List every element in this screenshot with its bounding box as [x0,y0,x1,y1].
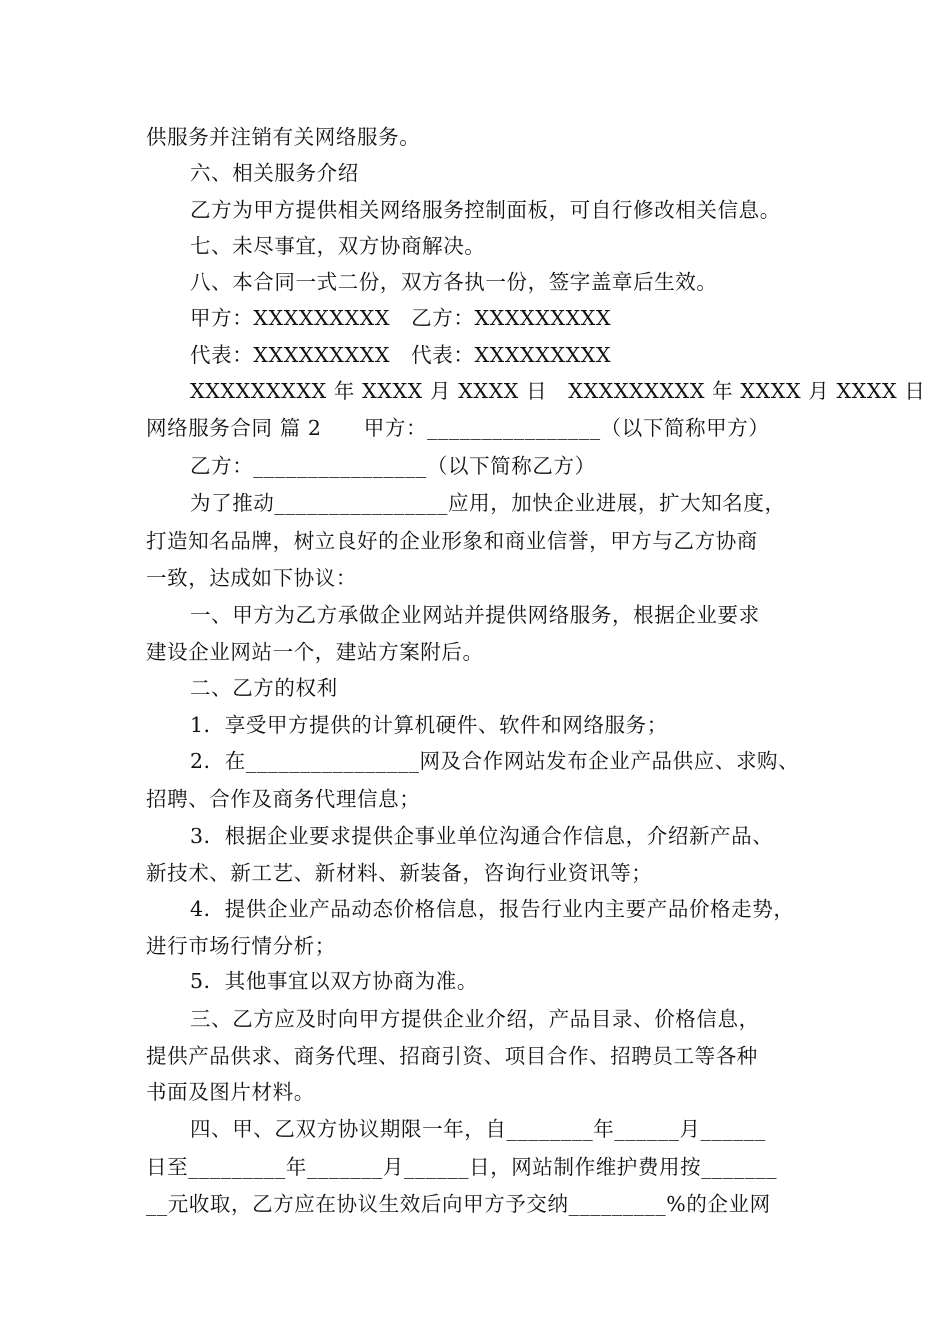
signature-parties: 甲方：XXXXXXXXX 乙方：XXXXXXXXX [190,306,612,330]
section-heading: 七、未尽事宜，双方协商解决。 [190,234,486,258]
paragraph-line: 供服务并注销有关网络服务。 [146,125,421,149]
section-heading: 八、本合同一式二份，双方各执一份，签字盖章后生效。 [190,270,718,294]
clause-line: 日至_________年_______月______日，网站制作维护费用按_______ [146,1155,778,1179]
clause-line: 四、甲、乙双方协议期限一年，自________年______月______ [190,1117,766,1141]
list-item-continuation: 进行市场行情分析； [146,934,336,958]
contract-title-line: 网络服务合同 篇 2 甲方：________________（以下简称甲方） [146,416,770,440]
section-heading: 二、乙方的权利 [190,676,338,700]
paragraph-line: 打造知名品牌，树立良好的企业形象和商业信誉，甲方与乙方协商 [146,529,758,553]
list-item: 1．享受甲方提供的计算机硬件、软件和网络服务； [190,713,668,737]
clause-line: __元收取，乙方应在协议生效后向甲方予交纳_________%的企业网 [146,1192,771,1216]
list-item-continuation: 新技术、新工艺、新材料、新装备，咨询行业资讯等； [146,861,653,885]
list-item: 5．其他事宜以双方协商为准。 [190,969,478,993]
paragraph-line: 为了推动________________应用，加快企业进展，扩大知名度， [190,491,786,515]
clause-line: 三、乙方应及时向甲方提供企业介绍，产品目录、价格信息， [190,1007,760,1031]
clause-line: 一、甲方为乙方承做企业网站并提供网络服务，根据企业要求 [190,603,760,627]
clause-line: 提供产品供求、商务代理、招商引资、项目合作、招聘员工等各种 [146,1044,758,1068]
list-item: 2．在________________网及合作网站发布企业产品供应、求购、 [190,749,800,773]
signature-representatives: 代表：XXXXXXXXX 代表：XXXXXXXXX [190,343,612,367]
section-heading: 六、相关服务介绍 [190,161,359,185]
list-item: 4．提供企业产品动态价格信息，报告行业内主要产品价格走势， [190,897,795,921]
clause-line: 建设企业网站一个，建站方案附后。 [146,640,484,664]
paragraph-line: 一致，达成如下协议： [146,566,357,590]
clause-line: 书面及图片材料。 [146,1080,315,1104]
party-b-line: 乙方：________________（以下简称乙方） [190,454,596,478]
signature-dates: XXXXXXXXX 年 XXXX 月 XXXX 日 XXXXXXXXX 年 XXXX 月 XXXX 日 [190,379,926,403]
list-item: 3．根据企业要求提供企事业单位沟通合作信息，介绍新产品、 [190,824,774,848]
list-item-continuation: 招聘、合作及商务代理信息； [146,787,421,811]
paragraph-line: 乙方为甲方提供相关网络服务控制面板，可自行修改相关信息。 [190,198,781,222]
